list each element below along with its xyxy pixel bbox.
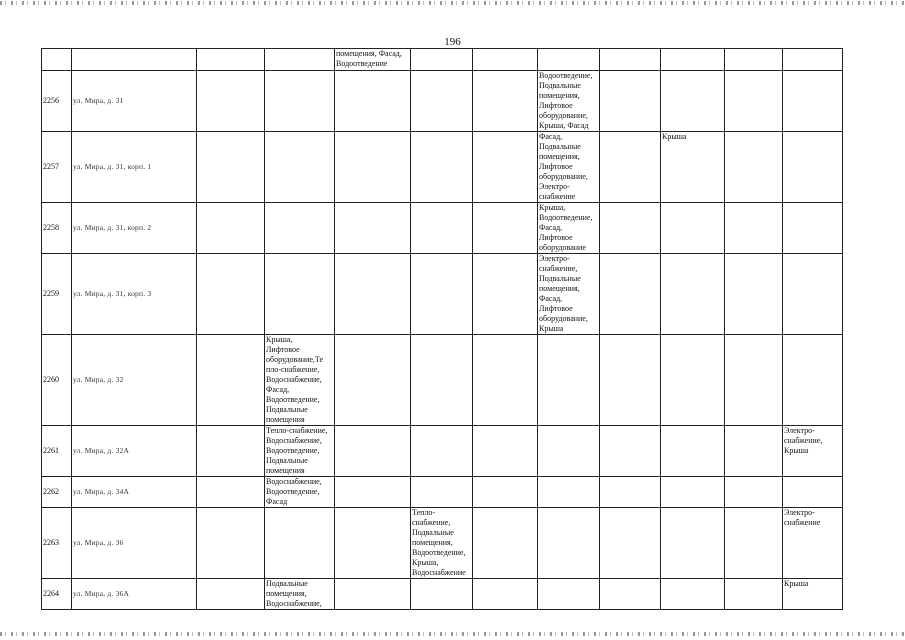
works-cell-c5 — [335, 49, 411, 71]
works-line: Водоотведение, — [539, 213, 593, 222]
works-cell-c5 — [335, 335, 411, 426]
empty-cell — [600, 335, 661, 426]
empty-cell — [197, 71, 265, 132]
works-line: снабжение — [784, 518, 821, 527]
works-cell-c12 — [783, 71, 843, 132]
table-row — [42, 426, 843, 477]
empty-cell — [197, 579, 265, 610]
works-cell-c5 — [335, 71, 411, 132]
works-cell-c4 — [265, 426, 335, 477]
empty-cell — [725, 203, 783, 254]
works-line: Электро- — [784, 508, 815, 517]
works-line: помещения, Фасад, — [336, 49, 402, 58]
works-line: Лифтовое — [539, 233, 573, 242]
empty-cell — [600, 132, 661, 203]
works-cell-c8 — [538, 335, 600, 426]
works-line: Подвальные — [266, 456, 308, 465]
works-cell-c6 — [411, 508, 473, 579]
row-number — [42, 49, 72, 71]
works-cell-c4 — [265, 508, 335, 579]
empty-cell — [197, 254, 265, 335]
works-cell-c10 — [661, 254, 725, 335]
empty-cell — [473, 203, 538, 254]
works-line: Крыша, — [412, 558, 439, 567]
row-number: 2256 — [42, 71, 72, 132]
works-line: Водоотведение, — [266, 395, 320, 404]
works-line: Электро- — [539, 254, 570, 263]
works-cell-c12 — [783, 203, 843, 254]
works-cell-c10 — [661, 335, 725, 426]
works-cell-c8 — [538, 132, 600, 203]
works-line: Крыша — [662, 132, 687, 141]
table-row — [42, 508, 843, 579]
works-line: Крыша — [784, 446, 809, 455]
table-row — [42, 254, 843, 335]
works-line: Водоотведение, — [539, 71, 593, 80]
row-number: 2260 — [42, 335, 72, 426]
works-line: Водоотведение, — [266, 487, 320, 496]
works-line: снабжение, — [539, 264, 578, 273]
works-line: помещения, — [539, 91, 580, 100]
address-cell: ул. Мира, д. 31, корп. 3 — [72, 254, 197, 335]
row-number: 2262 — [42, 477, 72, 508]
works-cell-c4 — [265, 203, 335, 254]
works-line: Водоотведение — [336, 59, 388, 68]
empty-cell — [197, 508, 265, 579]
table-row — [42, 579, 843, 610]
works-line: оборудование, — [539, 172, 588, 181]
works-cell-c10 — [661, 508, 725, 579]
works-cell-c5 — [335, 579, 411, 610]
works-line: Лифтовое — [539, 162, 573, 171]
scan-noise-top — [0, 1, 905, 5]
page-number: 196 — [444, 36, 461, 48]
empty-cell — [197, 426, 265, 477]
works-cell-c5 — [335, 254, 411, 335]
table-row — [42, 335, 843, 426]
works-cell-c12 — [783, 508, 843, 579]
empty-cell — [725, 49, 783, 71]
row-number: 2261 — [42, 426, 72, 477]
empty-cell — [725, 426, 783, 477]
table-row — [42, 49, 843, 71]
works-cell-c8 — [538, 254, 600, 335]
empty-cell — [197, 49, 265, 71]
empty-cell — [725, 254, 783, 335]
works-line: Фасад, — [539, 223, 563, 232]
works-cell-c12 — [783, 579, 843, 610]
works-cell-c4 — [265, 335, 335, 426]
works-cell-c4 — [265, 254, 335, 335]
works-line: оборудование, — [539, 314, 588, 323]
works-line: Крыша — [539, 324, 564, 333]
works-line: помещения, — [266, 589, 307, 598]
works-line: снабжение, — [412, 518, 451, 527]
works-cell-c8 — [538, 203, 600, 254]
works-cell-c10 — [661, 477, 725, 508]
works-cell-c10 — [661, 203, 725, 254]
works-cell-c8 — [538, 426, 600, 477]
works-line: Подвальные — [539, 81, 581, 90]
works-line: Электро- — [784, 426, 815, 435]
empty-cell — [197, 335, 265, 426]
empty-cell — [725, 477, 783, 508]
works-line: Водоснабжение, — [266, 436, 322, 445]
empty-cell — [600, 71, 661, 132]
empty-cell — [600, 426, 661, 477]
works-cell-c5 — [335, 477, 411, 508]
empty-cell — [725, 132, 783, 203]
row-number: 2263 — [42, 508, 72, 579]
works-line: Фасад, — [266, 385, 290, 394]
address-cell: ул. Мира, д. 36А — [72, 579, 197, 610]
works-line: снабжение — [539, 192, 576, 201]
works-line: Тепло-снабжение, — [266, 426, 328, 435]
works-line: помещения, — [412, 538, 453, 547]
address-cell: ул. Мира, д. 32А — [72, 426, 197, 477]
works-cell-c6 — [411, 71, 473, 132]
works-cell-c10 — [661, 579, 725, 610]
table-row — [42, 477, 843, 508]
works-cell-c12 — [783, 477, 843, 508]
works-cell-c6 — [411, 254, 473, 335]
empty-cell — [197, 477, 265, 508]
works-cell-c10 — [661, 426, 725, 477]
works-line: Водоснабжение — [412, 568, 466, 577]
works-cell-c8 — [538, 477, 600, 508]
empty-cell — [473, 508, 538, 579]
empty-cell — [600, 49, 661, 71]
works-cell-c10 — [661, 71, 725, 132]
empty-cell — [600, 477, 661, 508]
works-line: Фасад, — [539, 294, 563, 303]
works-line: Подвальные — [266, 579, 308, 588]
empty-cell — [473, 335, 538, 426]
works-cell-c4 — [265, 49, 335, 71]
works-cell-c6 — [411, 49, 473, 71]
works-line: оборудование — [539, 243, 586, 252]
works-cell-c6 — [411, 132, 473, 203]
works-line: Водоснабжение, — [266, 375, 322, 384]
address-cell: ул. Мира, д. 31, корп. 2 — [72, 203, 197, 254]
works-cell-c5 — [335, 132, 411, 203]
empty-cell — [473, 49, 538, 71]
works-line: Фасад — [266, 497, 288, 506]
works-cell-c6 — [411, 477, 473, 508]
works-cell-c5 — [335, 203, 411, 254]
works-line: помещения, — [539, 284, 580, 293]
works-cell-c8 — [538, 71, 600, 132]
works-cell-c12 — [783, 335, 843, 426]
works-line: Подвальные — [539, 274, 581, 283]
empty-cell — [600, 508, 661, 579]
empty-cell — [725, 335, 783, 426]
works-cell-c10 — [661, 132, 725, 203]
works-cell-c4 — [265, 579, 335, 610]
works-line: Тепло- — [412, 508, 436, 517]
works-line: Подвальные — [412, 528, 454, 537]
works-line: Водоснабжение, — [266, 477, 322, 486]
table-row — [42, 203, 843, 254]
empty-cell — [725, 579, 783, 610]
works-line: помещения — [266, 466, 305, 475]
works-line: помещения, — [539, 152, 580, 161]
works-cell-c6 — [411, 203, 473, 254]
works-cell-c12 — [783, 49, 843, 71]
works-line: пло-снабжение, — [266, 365, 320, 374]
works-cell-c8 — [538, 49, 600, 71]
works-line: помещения — [266, 415, 305, 424]
works-cell-c6 — [411, 426, 473, 477]
works-line: Лифтовое — [266, 345, 300, 354]
works-cell-c5 — [335, 508, 411, 579]
works-cell-c10 — [661, 49, 725, 71]
works-line: Крыша, — [266, 335, 293, 344]
works-line: Лифтовое — [539, 304, 573, 313]
empty-cell — [197, 203, 265, 254]
empty-cell — [473, 477, 538, 508]
works-cell-c6 — [411, 579, 473, 610]
address-cell: ул. Мира, д. 31 — [72, 71, 197, 132]
works-cell-c4 — [265, 71, 335, 132]
works-cell-c4 — [265, 132, 335, 203]
empty-cell — [473, 254, 538, 335]
works-cell-c4 — [265, 477, 335, 508]
address-cell: ул. Мира, д. 34А — [72, 477, 197, 508]
empty-cell — [725, 71, 783, 132]
works-line: Крыша, Фасад — [539, 121, 589, 130]
address-cell — [72, 49, 197, 71]
empty-cell — [197, 132, 265, 203]
table-row — [42, 71, 843, 132]
works-line: Водоснабжение, — [266, 599, 322, 608]
works-line: снабжение, — [784, 436, 823, 445]
address-cell: ул. Мира, д. 31, корп. 1 — [72, 132, 197, 203]
empty-cell — [473, 132, 538, 203]
row-number: 2257 — [42, 132, 72, 203]
empty-cell — [473, 579, 538, 610]
works-cell-c5 — [335, 426, 411, 477]
empty-cell — [600, 579, 661, 610]
address-cell: ул. Мира, д. 32 — [72, 335, 197, 426]
works-line: Лифтовое — [539, 101, 573, 110]
empty-cell — [600, 254, 661, 335]
works-cell-c12 — [783, 132, 843, 203]
scan-noise-bottom — [0, 632, 905, 636]
repair-schedule-table — [41, 48, 843, 610]
works-cell-c12 — [783, 254, 843, 335]
works-cell-c12 — [783, 426, 843, 477]
works-cell-c6 — [411, 335, 473, 426]
row-number: 2259 — [42, 254, 72, 335]
empty-cell — [473, 426, 538, 477]
works-line: Фасад, — [539, 132, 563, 141]
works-line: Крыша — [784, 579, 809, 588]
works-line: оборудование, — [539, 111, 588, 120]
row-number: 2258 — [42, 203, 72, 254]
address-cell: ул. Мира, д. 36 — [72, 508, 197, 579]
works-cell-c8 — [538, 508, 600, 579]
works-line: оборудование,Те — [266, 355, 323, 364]
empty-cell — [600, 203, 661, 254]
works-line: Водоотведение, — [266, 446, 320, 455]
table-row — [42, 132, 843, 203]
works-cell-c8 — [538, 579, 600, 610]
works-line: Электро- — [539, 182, 570, 191]
row-number: 2264 — [42, 579, 72, 610]
works-line: Подвальные — [266, 405, 308, 414]
works-line: Крыша, — [539, 203, 566, 212]
works-line: Водоотведение, — [412, 548, 466, 557]
works-line: Подвальные — [539, 142, 581, 151]
empty-cell — [473, 71, 538, 132]
empty-cell — [725, 508, 783, 579]
